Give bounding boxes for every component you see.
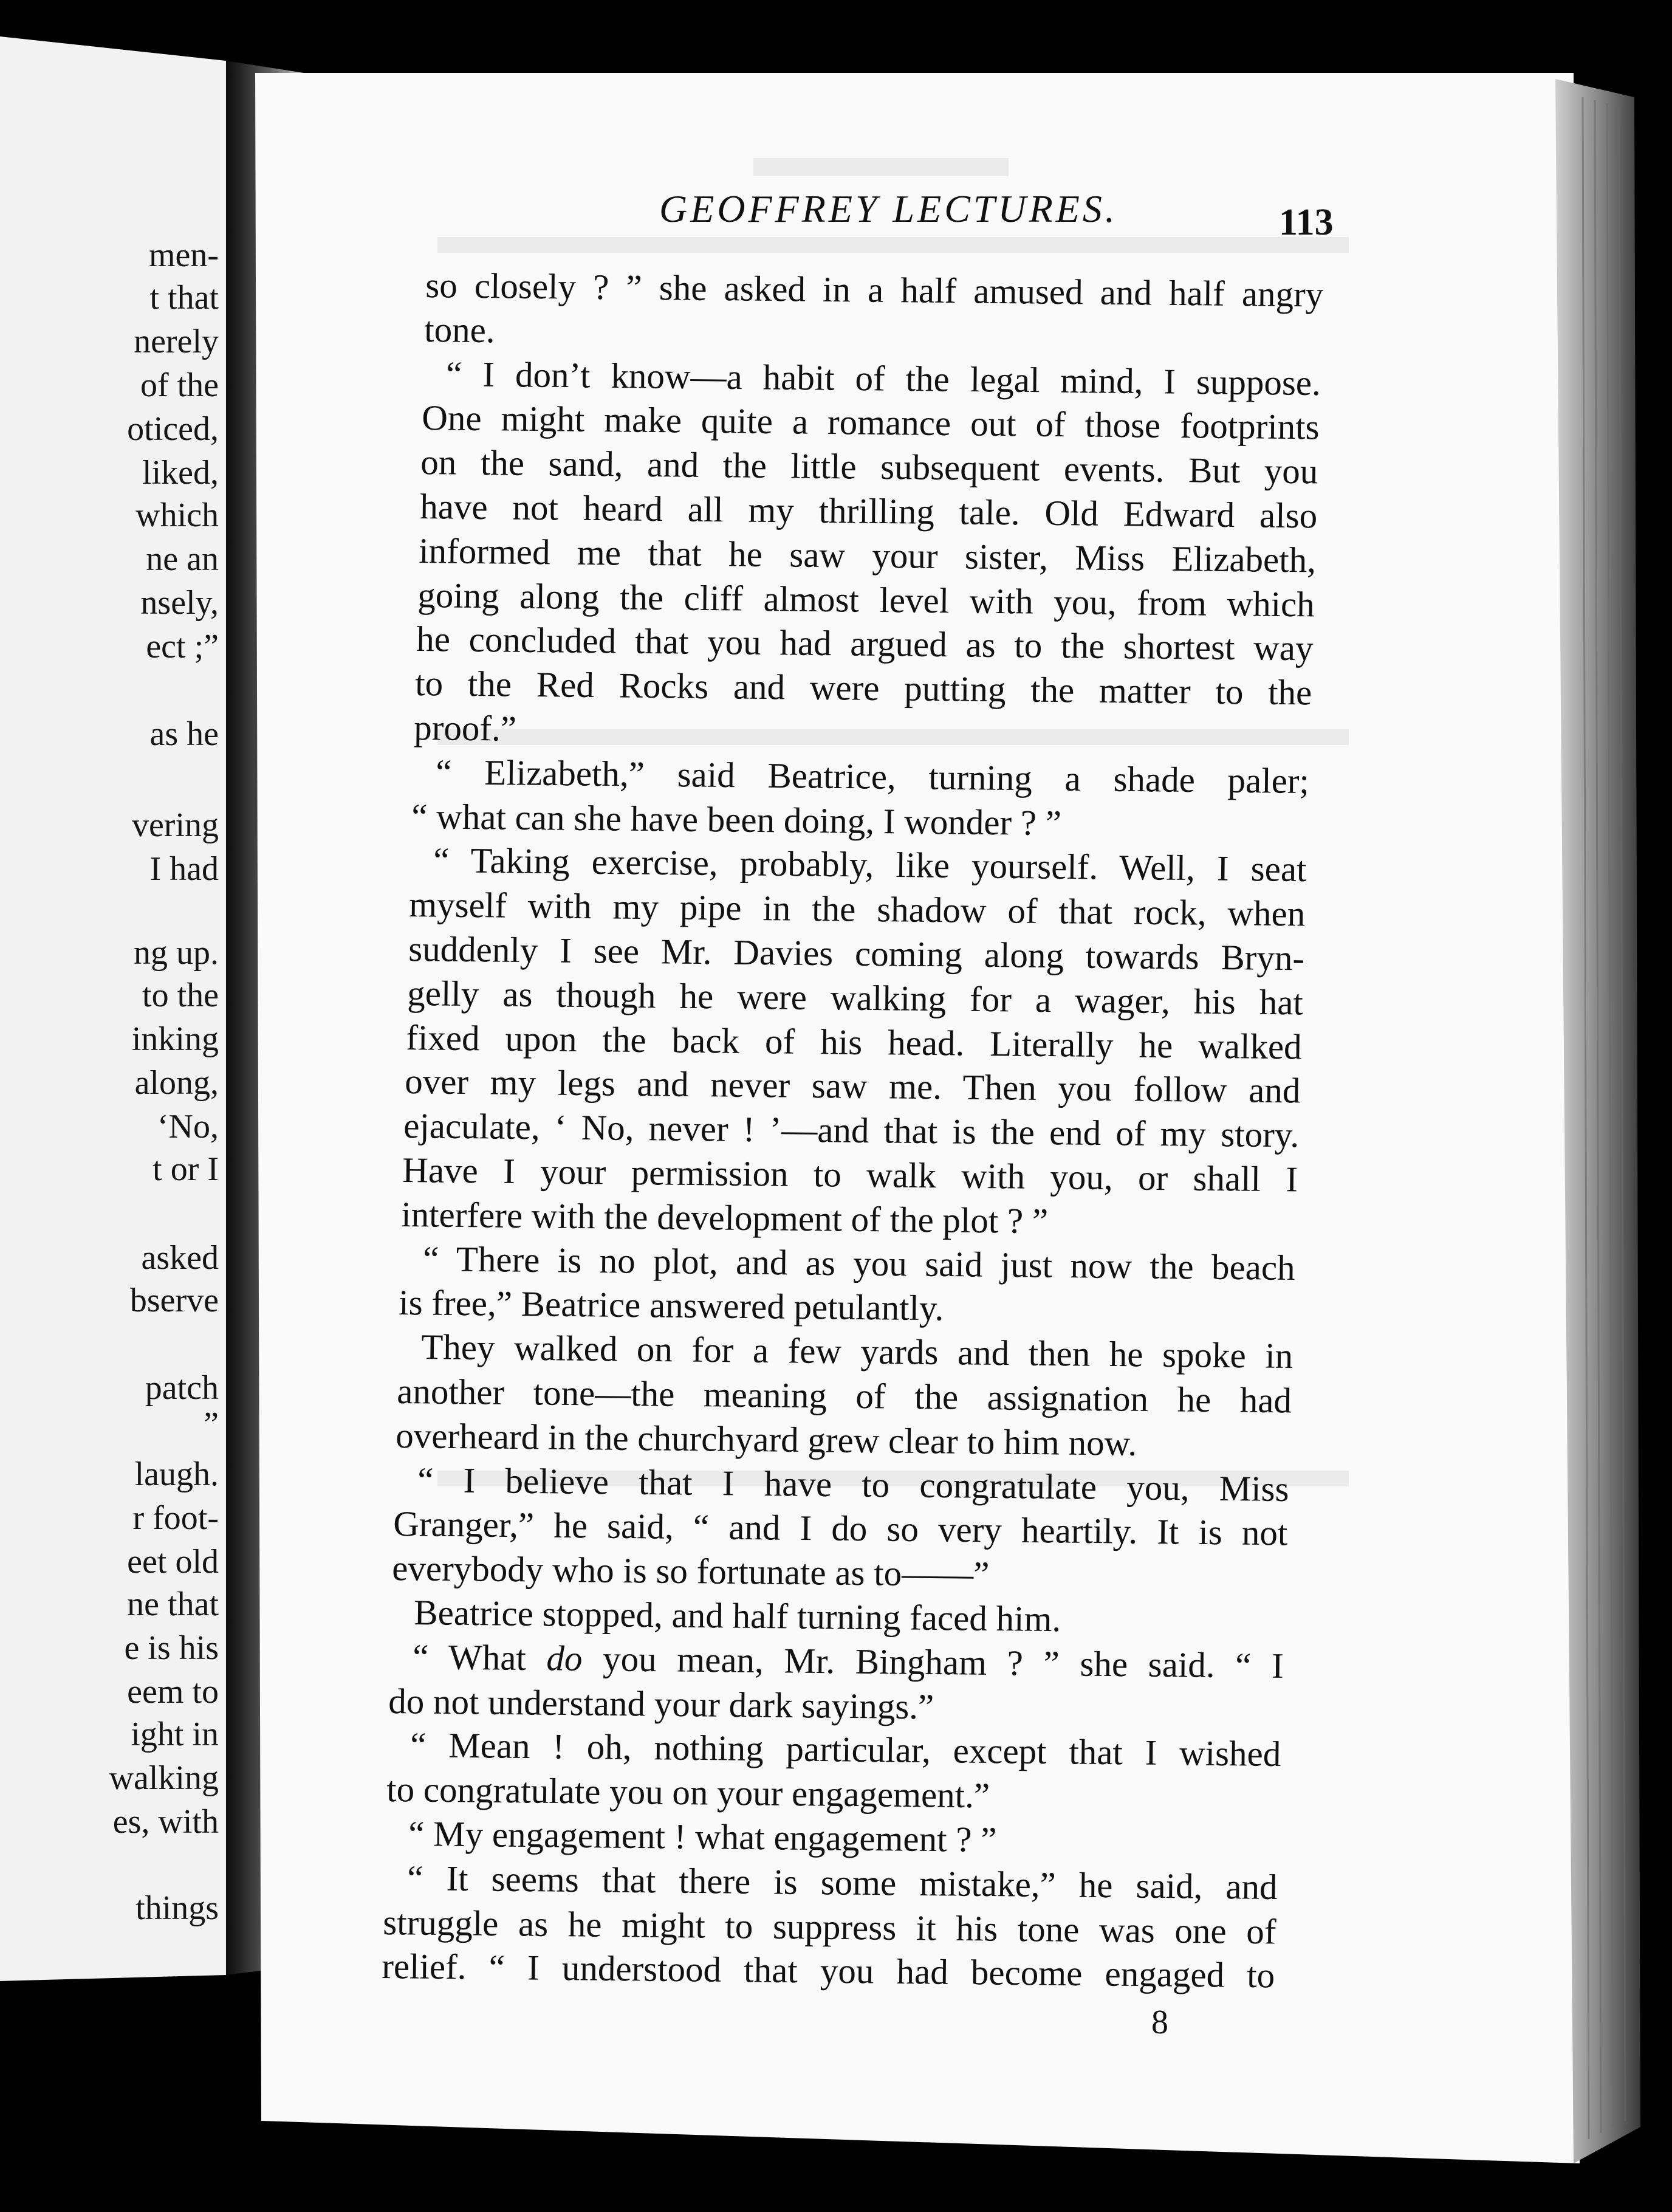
left-page-line: ne that xyxy=(127,1585,219,1623)
text-line: do not understand your dark sayings.” xyxy=(388,1680,934,1726)
text-line: interfere with the development of the plot ? ” xyxy=(401,1194,1049,1241)
left-page-line: to the xyxy=(142,977,219,1014)
text-line: They walked on for a few yards and then he spoke in xyxy=(420,1327,1293,1376)
left-page-line: vering xyxy=(131,806,219,844)
text-line: going along the cliff almost level with you, from which xyxy=(417,574,1315,625)
left-page-line: men- xyxy=(148,236,219,274)
text-line: “ My engagement ! what engagement ? ” xyxy=(408,1813,997,1860)
text-line: so closely ? ” she asked in a half amused and half angry xyxy=(425,265,1324,315)
text-line: struggle as he might to suppress it his tone was one of xyxy=(382,1901,1276,1951)
left-page-line: things xyxy=(135,1889,219,1927)
left-page-line: ect ;” xyxy=(146,628,219,665)
left-page-fragment xyxy=(0,0,231,2212)
text-line: relief. “ I understood that you had become engaged to xyxy=(381,1946,1275,1996)
emphasis: do xyxy=(546,1638,583,1678)
text-line: proof.” xyxy=(414,707,517,749)
text-line: another tone—the meaning of the assignation he had xyxy=(396,1371,1292,1421)
left-page-line: ight in xyxy=(131,1716,219,1753)
left-page-line: patch xyxy=(145,1369,219,1407)
left-page-line: asked xyxy=(141,1239,219,1277)
left-page-line: walking xyxy=(109,1759,219,1797)
text-line: on the sand, and the little subsequent events. But you xyxy=(420,442,1319,492)
left-page-line: ng up. xyxy=(134,934,219,972)
left-page-line: liked, xyxy=(142,454,219,492)
left-page-line: nerely xyxy=(134,323,219,360)
text-line: over my legs and never saw me. Then you follow and xyxy=(404,1061,1301,1111)
text-line: “ what can she have been doing, I wonder ? ” xyxy=(411,795,1062,843)
left-page-line: ne an xyxy=(146,540,219,578)
left-page-line: t that xyxy=(149,279,219,317)
left-page-line: nsely, xyxy=(140,584,219,622)
running-head: GEOFFREY LECTURES. xyxy=(659,187,1118,230)
left-page-line: eet old xyxy=(127,1543,219,1581)
text-line: One might make quite a romance out of those footprints xyxy=(422,397,1320,447)
left-page-line: which xyxy=(135,496,219,534)
text-line: “ Elizabeth,” said Beatrice, turning a shade paler; xyxy=(436,751,1310,801)
text-line: he concluded that you had argued as to the shortest way xyxy=(416,619,1314,668)
page-number: 113 xyxy=(1279,202,1334,243)
left-page-line: es, with xyxy=(112,1803,219,1841)
text-line: ejaculate, ‘ No, never ! ’—and that is the end of my story. xyxy=(403,1105,1300,1155)
left-page-line: I had xyxy=(149,850,219,888)
text-line: overheard in the churchyard grew clear to him now. xyxy=(395,1415,1137,1463)
left-page-line: of the xyxy=(140,366,219,404)
text-line: Have I your permission to walk with you, or shall I xyxy=(402,1150,1298,1200)
left-page-line: laugh. xyxy=(134,1455,219,1493)
text-line: “ Mean ! oh, nothing particular, except that I wished xyxy=(410,1725,1282,1774)
text-line: “ I believe that I have to congratulate you, Miss xyxy=(417,1459,1289,1509)
left-page-line: as he xyxy=(149,715,219,753)
text-line: everybody who is so fortunate as to——” xyxy=(392,1548,990,1595)
text-line: “ There is no plot, and as you said just now the beach xyxy=(423,1238,1296,1288)
left-page-line: along, xyxy=(134,1064,219,1102)
text-line: “ I don’t know—a habit of the legal mind, I suppose. xyxy=(446,353,1321,403)
text-line: myself with my pipe in the shadow of that rock, when xyxy=(409,884,1306,934)
left-page-line: r foot- xyxy=(132,1499,219,1537)
text-line: informed me that he saw your sister, Miss Elizabeth, xyxy=(418,530,1316,580)
text-line: “ Taking exercise, probably, like yourself. Well, I seat xyxy=(433,840,1307,890)
left-page-line: inking xyxy=(131,1020,219,1058)
text-line: Granger,” he said, “ and I do so very heartily. It is not xyxy=(392,1503,1288,1553)
text-line: fixed upon the back of his head. Literally he walked xyxy=(405,1017,1302,1067)
left-page-line: bserve xyxy=(129,1282,219,1319)
text-line: to the Red Rocks and were putting the matter to the xyxy=(414,663,1312,713)
text-line: “ What do you mean, Mr. Bingham ? ” she said. “ I xyxy=(413,1636,1284,1686)
text-line: have not heard all my thrilling tale. Old Edward also xyxy=(419,486,1318,536)
text-line: “ It seems that there is some mistake,” he said, and xyxy=(406,1857,1278,1907)
text-line: to congratulate you on your engagement.” xyxy=(386,1769,990,1816)
text-line: is free,” Beatrice answered petulantly. xyxy=(399,1282,945,1328)
text-line: tone. xyxy=(424,309,496,351)
left-page-line: oticed, xyxy=(127,410,219,448)
left-page-line: ” xyxy=(204,1406,219,1443)
signature-mark: 8 xyxy=(1151,2004,1168,2041)
text-line: Beatrice stopped, and half turning faced him. xyxy=(414,1592,1061,1640)
left-page-line: ‘No, xyxy=(157,1108,219,1146)
left-page-line: t or I xyxy=(152,1150,219,1188)
text-line: gelly as though he were walking for a wager, his hat xyxy=(406,972,1303,1023)
left-page-line: eem to xyxy=(127,1673,219,1711)
text-line: suddenly I see Mr. Davies coming along towards Bryn- xyxy=(408,929,1304,978)
left-page-line: e is his xyxy=(124,1629,219,1667)
